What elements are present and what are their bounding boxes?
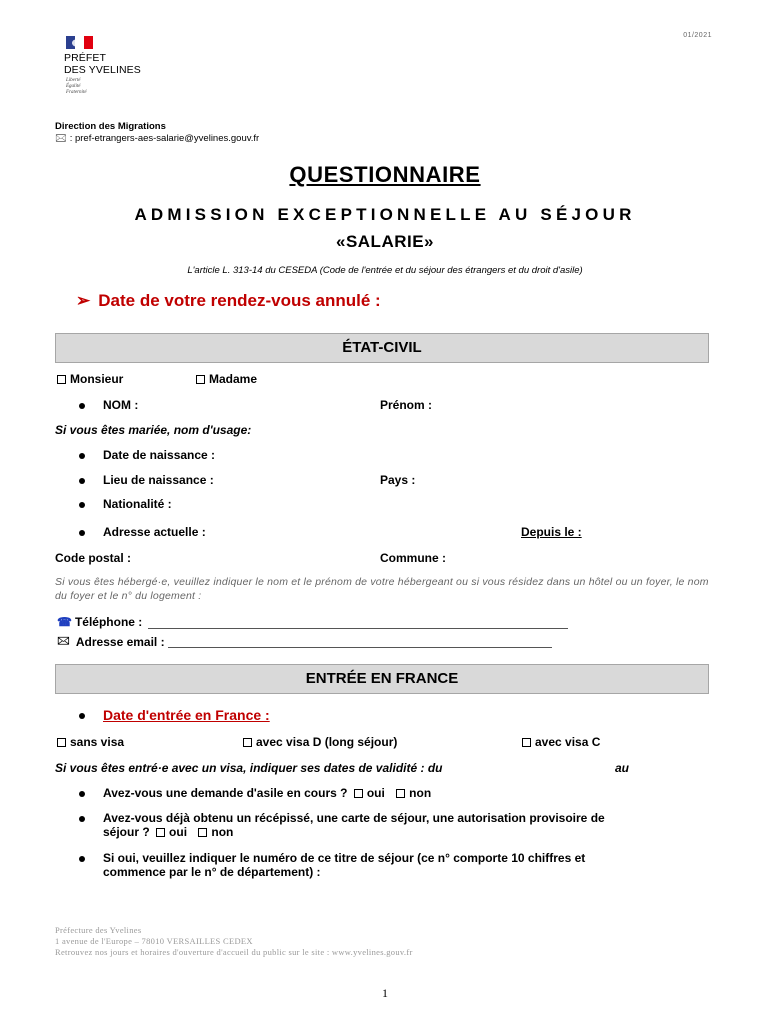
page-footer <box>55 925 413 958</box>
monsieur-checkbox[interactable] <box>57 375 66 384</box>
asylum-oui-checkbox[interactable] <box>354 789 363 798</box>
prefet-line-2: DES YVELINES <box>64 64 141 76</box>
legal-article-reference: L'article L. 313-14 du CESEDA (Code de l'entrée et du séjour des étrangers et du droit d'asile) <box>187 265 583 276</box>
permit-number-field[interactable]: Si oui, veuillez indiquer le numéro de ce titre de séjour (ce n° comporte 10 chiffres et commence par le n° de département) : <box>79 851 585 879</box>
section-etat-civil-header: ÉTAT-CIVIL <box>55 333 709 363</box>
footer-line-1: Préfecture des Yvelines <box>55 925 142 935</box>
section-entree-france-header: ENTRÉE EN FRANCE <box>55 664 709 694</box>
sans-visa-checkbox[interactable] <box>57 738 66 747</box>
residence-permit-question: Avez-vous déjà obtenu un récépissé, une carte de séjour, une autorisation provisoire de séjour ? oui non <box>79 811 605 839</box>
page-subtitle: ADMISSION EXCEPTIONNELLE AU SÉJOUR <box>134 205 636 224</box>
republic-motto: Liberté Égalité Fraternité <box>66 78 87 95</box>
visa-d-checkbox[interactable] <box>243 738 252 747</box>
address-field[interactable]: Adresse actuelle : <box>79 525 206 539</box>
asylum-question: Avez-vous une demande d'asile en cours ? oui non <box>79 786 431 800</box>
visa-d-option[interactable]: avec visa D (long séjour) <box>243 735 397 749</box>
footer-line-3: Retrouvez nos jours et horaires d'ouverture d'accueil du public sur le site : www.yvelines.gouv.fr <box>55 947 413 957</box>
arrow-bullet-icon: ➢ <box>76 291 91 310</box>
envelope-icon: 🖂 <box>55 132 67 144</box>
document-date-code: 01/2021 <box>683 32 712 39</box>
marianne-flag-logo <box>66 36 93 49</box>
page-title: QUESTIONNAIRE <box>289 162 481 187</box>
prefet-logo-text <box>64 52 141 76</box>
visa-validity-to-field[interactable]: au <box>615 761 630 775</box>
asylum-non-checkbox[interactable] <box>396 789 405 798</box>
monsieur-option[interactable]: Monsieur <box>57 372 123 386</box>
nationality-field[interactable]: Nationalité : <box>79 497 172 511</box>
country-field[interactable]: Pays : <box>380 473 416 487</box>
birth-place-field[interactable]: Lieu de naissance : <box>79 473 214 487</box>
permit-non-checkbox[interactable] <box>198 828 207 837</box>
birth-date-field[interactable]: Date de naissance : <box>79 448 215 462</box>
appointment-date-heading <box>76 291 381 311</box>
page-number: 1 <box>382 986 388 1000</box>
appointment-date-label: Date de votre rendez-vous annulé : <box>98 291 381 310</box>
madame-option[interactable]: Madame <box>196 372 257 386</box>
telephone-input-line[interactable] <box>148 616 568 629</box>
permit-oui-checkbox[interactable] <box>156 828 165 837</box>
email-input-line[interactable] <box>168 635 552 648</box>
postal-code-field[interactable]: Code postal : <box>55 551 132 565</box>
contact-email-line <box>55 133 259 144</box>
envelope-icon: 🖂 <box>57 635 70 647</box>
madame-checkbox[interactable] <box>196 375 205 384</box>
city-field[interactable]: Commune : <box>380 551 446 565</box>
prenom-field[interactable]: Prénom : <box>380 398 433 412</box>
contact-email[interactable]: : pref-etrangers-aes-salarie@yvelines.gouv.fr <box>69 133 260 144</box>
page-subtitle-salarie: «SALARIE» <box>335 232 435 251</box>
footer-line-2: 1 avenue de l'Europe – 78010 VERSAILLES CEDEX <box>55 936 253 946</box>
email-field[interactable]: 🖂 Adresse email : <box>57 632 552 651</box>
entry-date-field[interactable]: Date d'entrée en France : <box>79 707 270 723</box>
nom-field[interactable]: NOM : <box>79 398 138 412</box>
telephone-icon: ☎ <box>57 615 72 629</box>
visa-validity-from-field[interactable]: Si vous êtes entré·e avec un visa, indiquer ses dates de validité : du <box>55 761 443 775</box>
visa-c-option[interactable]: avec visa C <box>522 735 600 749</box>
telephone-field[interactable]: ☎ Téléphone : <box>57 615 568 629</box>
prefet-line-1: PRÉFET <box>64 52 107 64</box>
since-date-field[interactable]: Depuis le : <box>521 525 582 539</box>
visa-c-checkbox[interactable] <box>522 738 531 747</box>
married-name-field[interactable]: Si vous êtes mariée, nom d'usage: <box>55 423 252 437</box>
sans-visa-option[interactable]: sans visa <box>57 735 124 749</box>
host-info-instruction: Si vous êtes hébergé·e, veuillez indiquer le nom et le prénom de votre hébergeant ou si vous résidez dans un hôtel ou un foyer, le nom du foyer et le n° du logement : <box>55 576 709 602</box>
direction-label: Direction des Migrations <box>55 121 166 132</box>
